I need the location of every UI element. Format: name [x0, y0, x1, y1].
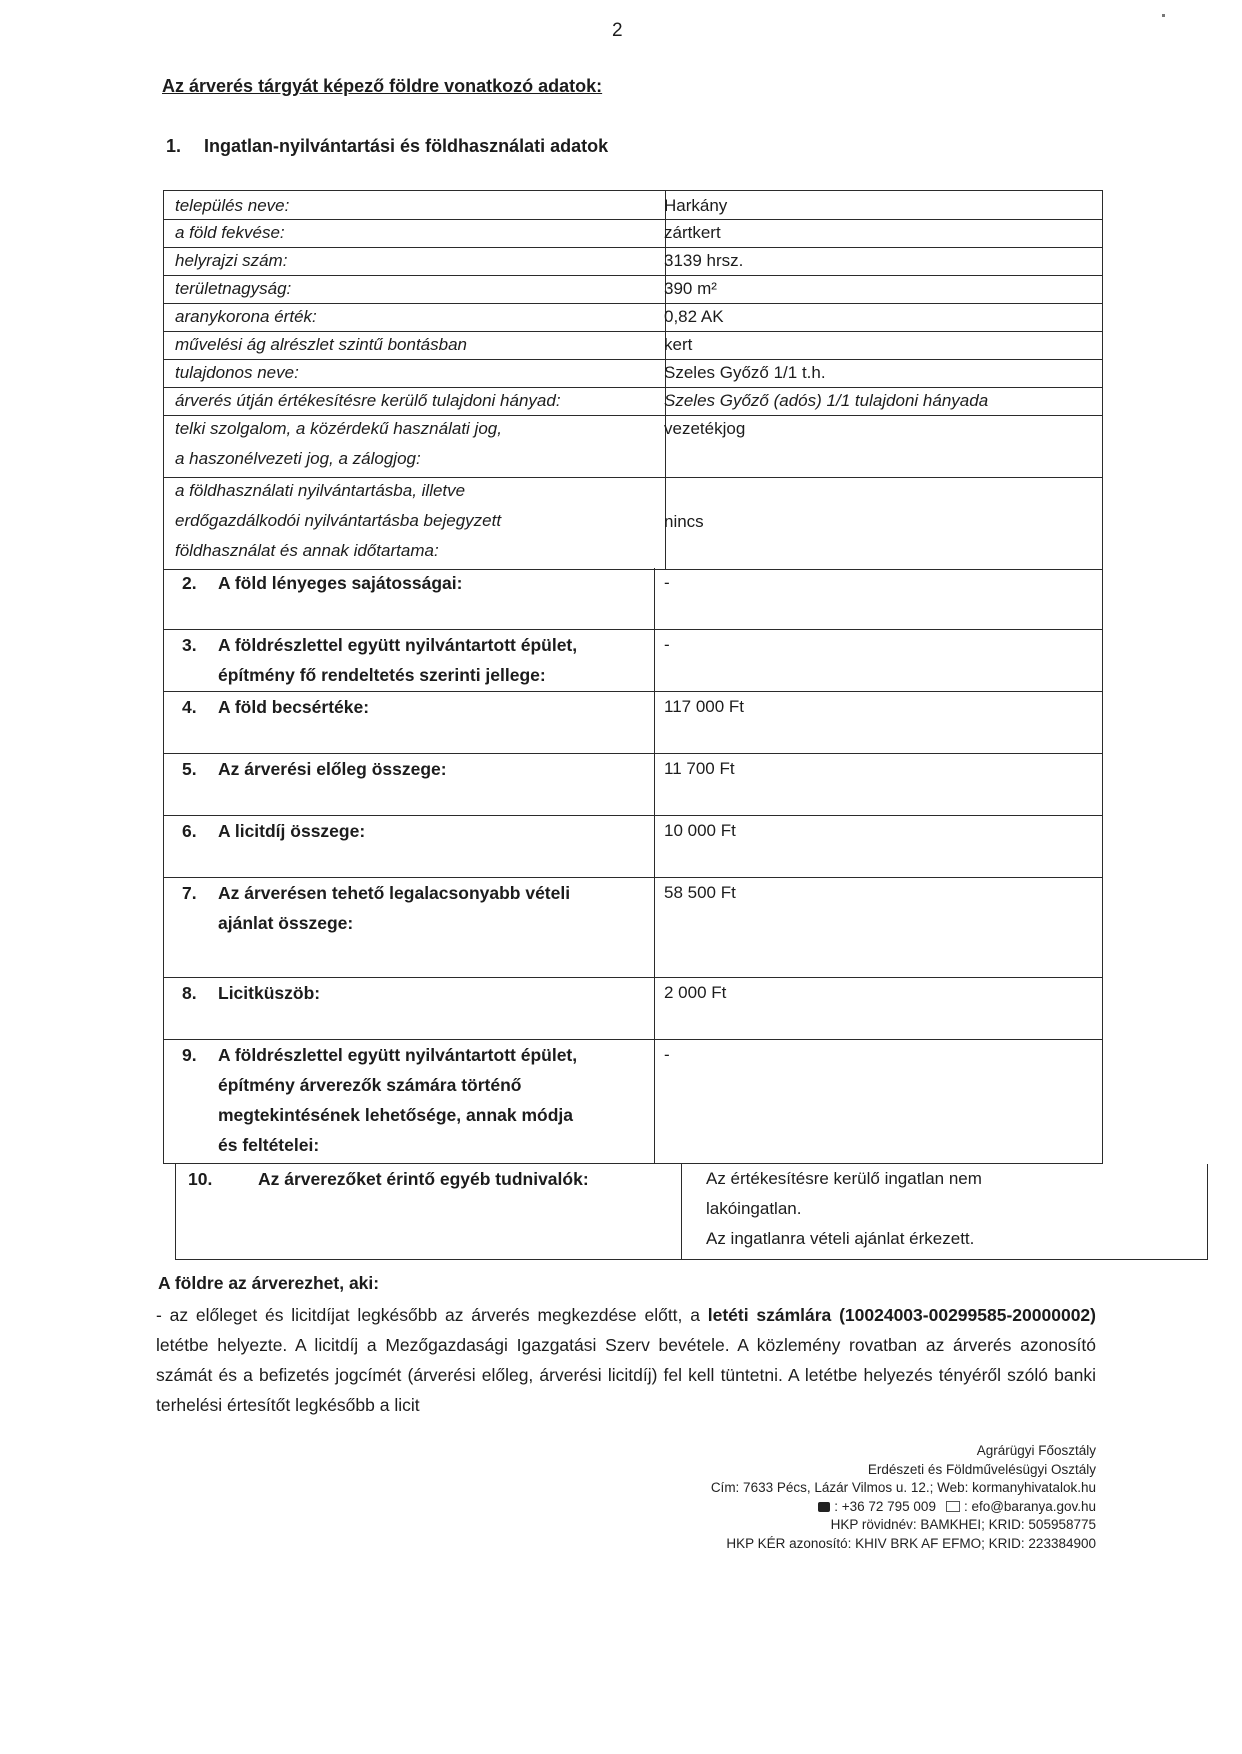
item-number: 8. [182, 983, 197, 1003]
table-row [163, 476, 1103, 570]
footer-contact [536, 1498, 1096, 1517]
item-number: 3. [182, 635, 197, 655]
item-value-line: 10 000 Ft [664, 821, 736, 840]
item-label [218, 816, 648, 846]
row-label [164, 274, 666, 303]
row-label-line: a földhasználati nyilvántartásba, illetve [175, 481, 466, 500]
row-value-line: 0,82 AK [664, 307, 724, 326]
item-value-line: - [664, 573, 670, 592]
table-row [163, 302, 1103, 332]
numbered-row [163, 630, 1103, 692]
row-label [164, 878, 655, 977]
row-value [654, 358, 1102, 387]
item-label-line: A föld lényeges sajátosságai: [218, 573, 463, 593]
row-label [164, 386, 666, 415]
scan-mark [1162, 14, 1165, 17]
footer-email: : efo@baranya.gov.hu [963, 1498, 1096, 1514]
item-number: 4. [182, 697, 197, 717]
row-value [654, 414, 1102, 477]
item-label [218, 568, 648, 598]
item-label [218, 754, 648, 784]
row-label-line: aranykorona érték: [175, 307, 317, 326]
row-label [164, 218, 666, 247]
row-label [164, 476, 666, 569]
numbered-row [163, 692, 1103, 754]
item-label [218, 692, 648, 722]
section-heading: Az árverés tárgyát képező földre vonatkozó adatok: [162, 76, 603, 96]
item-label-line: Az árverésen tehető legalacsonyabb vételi [218, 883, 571, 903]
subsection-number: 1. [166, 136, 182, 156]
item-number: 5. [182, 759, 197, 779]
row-label [164, 692, 655, 753]
item-number: 7. [182, 883, 197, 903]
numbered-row [163, 978, 1103, 1040]
subsection-title-text: Ingatlan-nyilvántartási és földhasználati adatok [204, 136, 609, 156]
item-number: 6. [182, 821, 197, 841]
row-value [654, 218, 1102, 247]
numbered-row [163, 754, 1103, 816]
item-number: 9. [182, 1045, 197, 1065]
para-text-1: - az előleget és licitdíjat legkésőbb az árverés megkezdése előtt, a [156, 1305, 708, 1325]
row-label-line: művelési ág alrészlet szintű bontásban [175, 335, 467, 354]
item-label-line: A földrészlettel együtt nyilvántartott épület, [218, 1045, 578, 1065]
table-row [163, 358, 1103, 388]
item-label-line: építmény árverezők számára történő [218, 1075, 522, 1095]
item-label [218, 878, 648, 938]
item-label-line: A licitdíj összege: [218, 821, 366, 841]
item-value [654, 1040, 1102, 1163]
row-label-line: település neve: [175, 196, 290, 215]
row-label-line: helyrajzi szám: [175, 251, 288, 270]
row-label-line: telki szolgalom, a közérdekű használati jog, [175, 419, 502, 438]
item-label-line: A földrészlettel együtt nyilvántartott épület, [218, 635, 578, 655]
numbered-row [163, 878, 1103, 978]
row-label-line: területnagyság: [175, 279, 292, 298]
row-label [164, 302, 666, 331]
bidder-conditions-paragraph [156, 1300, 1096, 1420]
row-label-line: erdőgazdálkodói nyilvántartásba bejegyzett [175, 511, 502, 530]
row-label [164, 754, 655, 815]
item-label-line: Licitküszöb: [218, 983, 321, 1003]
row-value-line: nincs [664, 512, 704, 531]
row-label-line: a föld fekvése: [175, 223, 285, 242]
para-text-2: letétbe helyezte. A licitdíj a Mezőgazdasági Igazgatási Szerv bevétele. A közlemény rovatban az árverés azonosító számát és a befizetés jogcímét (árverési előleg, árverési licitdíj) fel kell tüntetni. A letétbe helyezés tényéről szóló banki terhelési értesítőt legkésőbb a licit [156, 1335, 1096, 1415]
row-label [164, 358, 666, 387]
row-value [654, 330, 1102, 359]
row-label [164, 330, 666, 359]
item-value [654, 816, 1102, 877]
row-label-line: a haszonélvezeti jog, a zálogjog: [175, 449, 421, 468]
phone-icon [818, 1502, 830, 1512]
deposit-account: letéti számlára (10024003-00299585-20000002) [707, 1305, 1096, 1325]
row-label [176, 1164, 682, 1259]
item-value [654, 878, 1102, 977]
row-label [164, 630, 655, 691]
page-number: 2 [612, 20, 623, 41]
item-label-line: megtekintésének lehetősége, annak módja [218, 1105, 573, 1125]
item-label-line: Az árverési előleg összege: [218, 759, 447, 779]
mail-icon [946, 1501, 960, 1512]
row-value [654, 302, 1102, 331]
table-row [163, 386, 1103, 416]
row-value [654, 386, 1102, 415]
item-value-line: 11 700 Ft [664, 759, 735, 778]
row-value-line: zártkert [664, 223, 721, 242]
footer-phone: : +36 72 795 009 [834, 1498, 936, 1514]
numbered-row [175, 1164, 1208, 1260]
row-value-line: 390 m² [664, 279, 717, 298]
item-label-line: ajánlat összege: [218, 913, 354, 933]
footer-hkp: HKP rövidnév: BAMKHEI; KRID: 505958775 [830, 1517, 1096, 1532]
row-value [654, 191, 1102, 219]
row-label [164, 191, 666, 219]
item-value-line: - [664, 1045, 670, 1064]
item-label [218, 978, 648, 1008]
item-value [654, 978, 1102, 1039]
table-row [163, 330, 1103, 360]
item-label-line: és feltételei: [218, 1135, 320, 1155]
item-value-line: 2 000 Ft [664, 983, 727, 1002]
item-label [258, 1164, 675, 1194]
letterhead-footer [536, 1442, 1096, 1553]
row-label [164, 1040, 655, 1163]
item-label-line: A föld becsértéke: [218, 697, 370, 717]
row-value-line: Harkány [664, 196, 728, 215]
row-label-line: tulajdonos neve: [175, 363, 299, 382]
row-label-line: árverés útján értékesítésre kerülő tulajdoni hányad: [175, 391, 561, 410]
item-value [654, 568, 1102, 629]
numbered-row [163, 816, 1103, 878]
bidder-conditions-heading: A földre az árverezhet, aki: [158, 1273, 380, 1293]
item-value-line: Az ingatlanra vételi ajánlat érkezett. [706, 1229, 975, 1248]
row-label [164, 978, 655, 1039]
numbered-row [163, 1040, 1103, 1164]
subsection-title [166, 136, 608, 157]
footer-hkp-ker: HKP KÉR azonosító: KHIV BRK AF EFMO; KRID: 223384900 [726, 1535, 1096, 1551]
numbered-row [163, 568, 1103, 630]
item-number: 10. [188, 1169, 213, 1189]
item-label [218, 1040, 648, 1160]
item-value-line: 58 500 Ft [664, 883, 736, 902]
footer-department: Agrárügyi Főosztály [976, 1443, 1096, 1458]
row-value-line: 3139 hrsz. [664, 251, 744, 270]
item-value-line: - [664, 635, 670, 654]
item-number: 2. [182, 573, 197, 593]
item-value [681, 1164, 1207, 1259]
row-value [654, 274, 1102, 303]
row-label [164, 414, 666, 477]
item-value [654, 630, 1102, 691]
table-row [163, 218, 1103, 248]
item-label [218, 630, 648, 690]
row-label [164, 816, 655, 877]
row-value [654, 476, 1102, 569]
item-value-line: 117 000 Ft [664, 697, 745, 716]
row-value-line: Szeles Győző 1/1 t.h. [664, 363, 826, 382]
item-value [654, 754, 1102, 815]
item-label-line: építmény fő rendeltetés szerinti jellege: [218, 665, 546, 685]
table-row [163, 246, 1103, 276]
table-row [163, 274, 1103, 304]
item-value-line: Az értékesítésre kerülő ingatlan nem [706, 1169, 982, 1188]
row-label [164, 568, 655, 629]
table-row [163, 414, 1103, 478]
row-value-line: vezetékjog [664, 419, 746, 438]
table-row [163, 190, 1103, 220]
row-value-line: kert [664, 335, 693, 354]
row-value [654, 246, 1102, 275]
footer-office: Erdészeti és Földművelésügyi Osztály [867, 1461, 1096, 1477]
row-value-line: Szeles Győző (adós) 1/1 tulajdoni hányada [664, 391, 989, 410]
row-label [164, 246, 666, 275]
item-value [654, 692, 1102, 753]
item-label-line: Az árverezőket érintő egyéb tudnivalók: [258, 1169, 589, 1189]
footer-address: Cím: 7633 Pécs, Lázár Vilmos u. 12.; Web: kormanyhivatalok.hu [710, 1480, 1096, 1495]
item-value-line: lakóingatlan. [706, 1199, 802, 1218]
row-label-line: földhasználat és annak időtartama: [175, 541, 439, 560]
